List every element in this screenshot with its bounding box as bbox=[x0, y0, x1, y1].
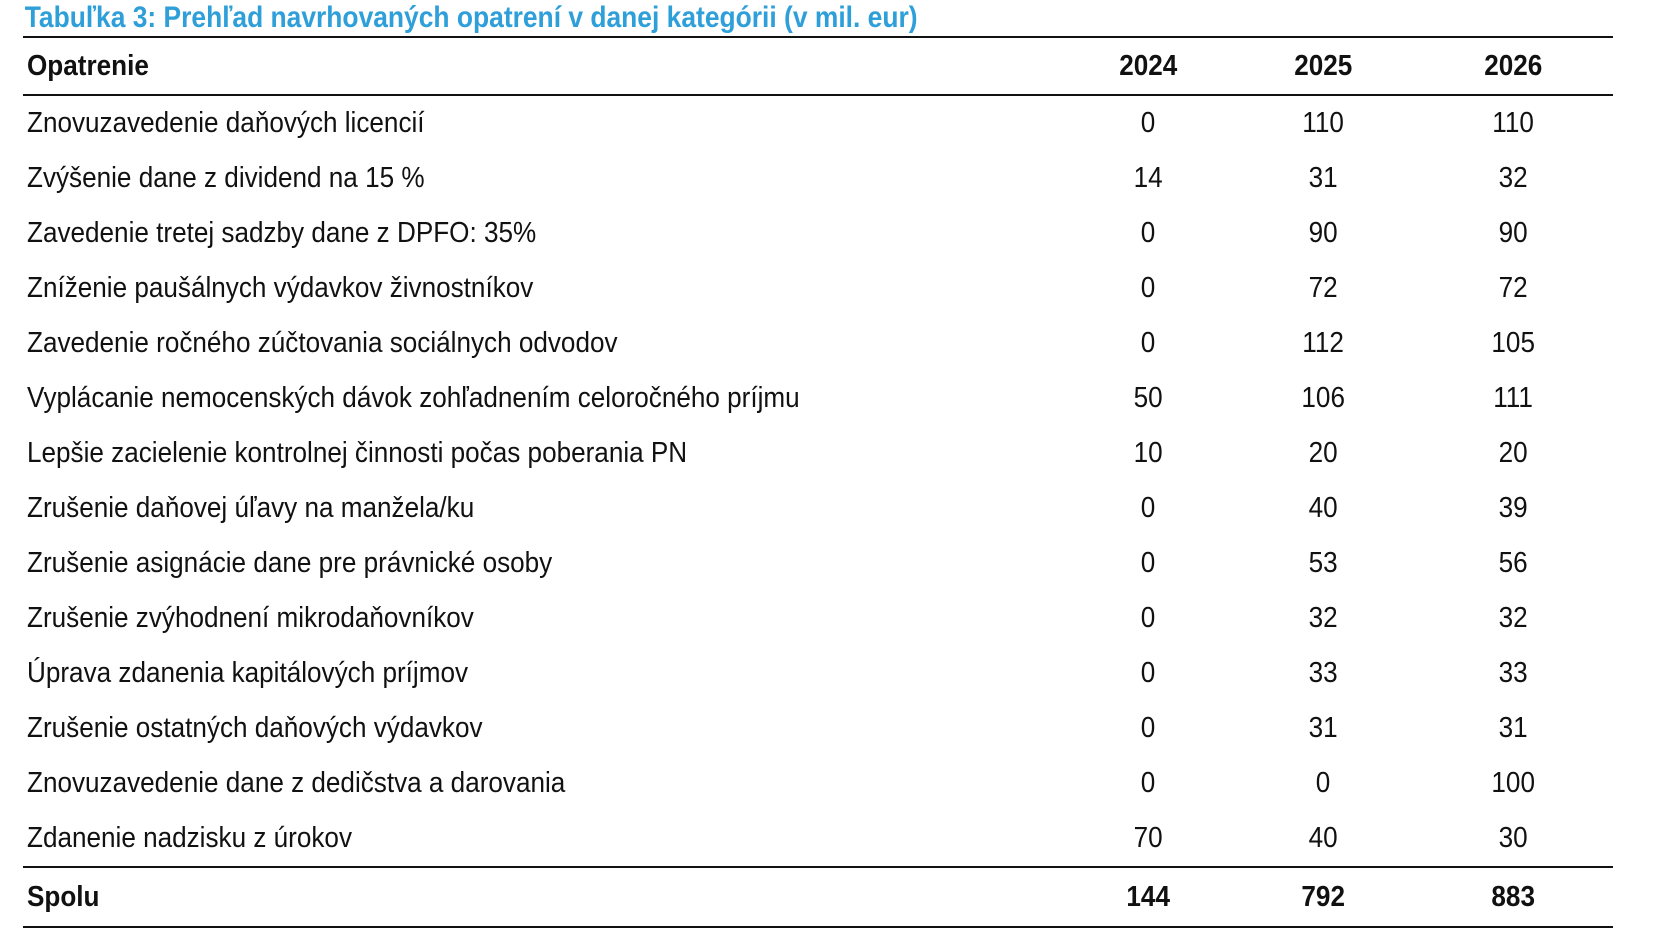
measure-label: Zrušenie zvýhodnení mikrodaňovníkov bbox=[27, 602, 474, 634]
table-row bbox=[23, 371, 1613, 426]
table-footer bbox=[23, 867, 1613, 927]
value-2025: 112 bbox=[1302, 327, 1344, 359]
measure-label: Zavedenie ročného zúčtovania sociálnych odvodov bbox=[27, 327, 618, 359]
table-title: Tabuľka 3: Prehľad navrhovaných opatrení v danej kategórii (v mil. eur) bbox=[24, 1, 918, 34]
value-2024: 0 bbox=[1140, 272, 1156, 304]
value-2024: 0 bbox=[1140, 547, 1156, 579]
value-2024: 70 bbox=[1133, 822, 1163, 854]
value-2025: 72 bbox=[1308, 272, 1338, 304]
header-year-2024: 2024 bbox=[1063, 37, 1233, 95]
header-year-2026: 2026 bbox=[1413, 37, 1613, 95]
table-row bbox=[23, 591, 1613, 646]
value-2026: 32 bbox=[1498, 602, 1528, 634]
value-2026: 39 bbox=[1498, 492, 1528, 524]
measure-label: Zrušenie asignácie dane pre právnické osoby bbox=[27, 547, 553, 579]
value-2026: 30 bbox=[1498, 822, 1528, 854]
measure-label: Zavedenie tretej sadzby dane z DPFO: 35% bbox=[27, 217, 537, 249]
value-2024: 0 bbox=[1140, 712, 1156, 744]
table-row bbox=[23, 206, 1613, 261]
value-2025: 20 bbox=[1308, 437, 1338, 469]
table-row bbox=[23, 646, 1613, 701]
total-2026: 883 bbox=[1413, 867, 1613, 927]
header-measure: Opatrenie bbox=[23, 37, 1063, 95]
value-2026: 31 bbox=[1498, 712, 1528, 744]
value-2026: 32 bbox=[1498, 162, 1528, 194]
value-2024: 0 bbox=[1140, 767, 1156, 799]
table-row bbox=[23, 481, 1613, 536]
table-header bbox=[23, 37, 1613, 95]
value-2025: 53 bbox=[1308, 547, 1338, 579]
value-2025: 31 bbox=[1308, 712, 1338, 744]
table-row bbox=[23, 316, 1613, 371]
table-row bbox=[23, 261, 1613, 316]
table-row bbox=[23, 151, 1613, 206]
total-row bbox=[23, 867, 1613, 927]
header-year-2025: 2025 bbox=[1233, 37, 1413, 95]
table-row bbox=[23, 426, 1613, 481]
value-2024: 0 bbox=[1140, 107, 1156, 139]
measure-label: Zníženie paušálnych výdavkov živnostníkov bbox=[27, 272, 534, 304]
total-2024: 144 bbox=[1063, 867, 1233, 927]
value-2024: 0 bbox=[1140, 657, 1156, 689]
table-row bbox=[23, 701, 1613, 756]
table-row bbox=[23, 756, 1613, 811]
table-row bbox=[23, 95, 1613, 151]
measures-table bbox=[23, 36, 1613, 928]
value-2024: 50 bbox=[1133, 382, 1163, 414]
value-2025: 32 bbox=[1308, 602, 1338, 634]
value-2025: 90 bbox=[1308, 217, 1338, 249]
value-2025: 40 bbox=[1308, 492, 1338, 524]
header-row bbox=[23, 37, 1613, 95]
table-row bbox=[23, 536, 1613, 591]
value-2025: 106 bbox=[1301, 382, 1345, 414]
value-2025: 40 bbox=[1308, 822, 1338, 854]
value-2026: 56 bbox=[1498, 547, 1528, 579]
table-row bbox=[23, 811, 1613, 867]
measure-label: Lepšie zacielenie kontrolnej činnosti počas poberania PN bbox=[27, 437, 688, 469]
measure-label: Znovuzavedenie dane z dedičstva a darovania bbox=[27, 767, 566, 799]
value-2025: 31 bbox=[1308, 162, 1338, 194]
measure-label: Zvýšenie dane z dividend na 15 % bbox=[27, 162, 425, 194]
measure-label: Zrušenie ostatných daňových výdavkov bbox=[27, 712, 483, 744]
value-2026: 110 bbox=[1492, 107, 1534, 139]
total-2025: 792 bbox=[1233, 867, 1413, 927]
value-2024: 0 bbox=[1140, 217, 1156, 249]
value-2025: 110 bbox=[1302, 107, 1344, 139]
value-2026: 33 bbox=[1498, 657, 1528, 689]
value-2026: 20 bbox=[1498, 437, 1528, 469]
measure-label: Znovuzavedenie daňových licencií bbox=[27, 107, 425, 139]
measure-label: Vyplácanie nemocenských dávok zohľadnením celoročného príjmu bbox=[27, 382, 800, 414]
document-page bbox=[23, 0, 1613, 928]
total-label: Spolu bbox=[23, 867, 1063, 927]
measure-label: Úprava zdanenia kapitálových príjmov bbox=[27, 657, 469, 689]
value-2026: 72 bbox=[1498, 272, 1528, 304]
value-2024: 0 bbox=[1140, 492, 1156, 524]
value-2026: 111 bbox=[1493, 382, 1533, 414]
value-2024: 0 bbox=[1140, 602, 1156, 634]
value-2025: 33 bbox=[1308, 657, 1338, 689]
value-2025: 0 bbox=[1315, 767, 1331, 799]
value-2026: 105 bbox=[1491, 327, 1535, 359]
value-2024: 0 bbox=[1140, 327, 1156, 359]
measure-label: Zdanenie nadzisku z úrokov bbox=[27, 822, 352, 854]
table-body bbox=[23, 95, 1613, 867]
value-2026: 100 bbox=[1491, 767, 1535, 799]
measure-label: Zrušenie daňovej úľavy na manžela/ku bbox=[27, 492, 475, 524]
value-2024: 14 bbox=[1133, 162, 1163, 194]
value-2024: 10 bbox=[1133, 437, 1163, 469]
value-2026: 90 bbox=[1498, 217, 1528, 249]
